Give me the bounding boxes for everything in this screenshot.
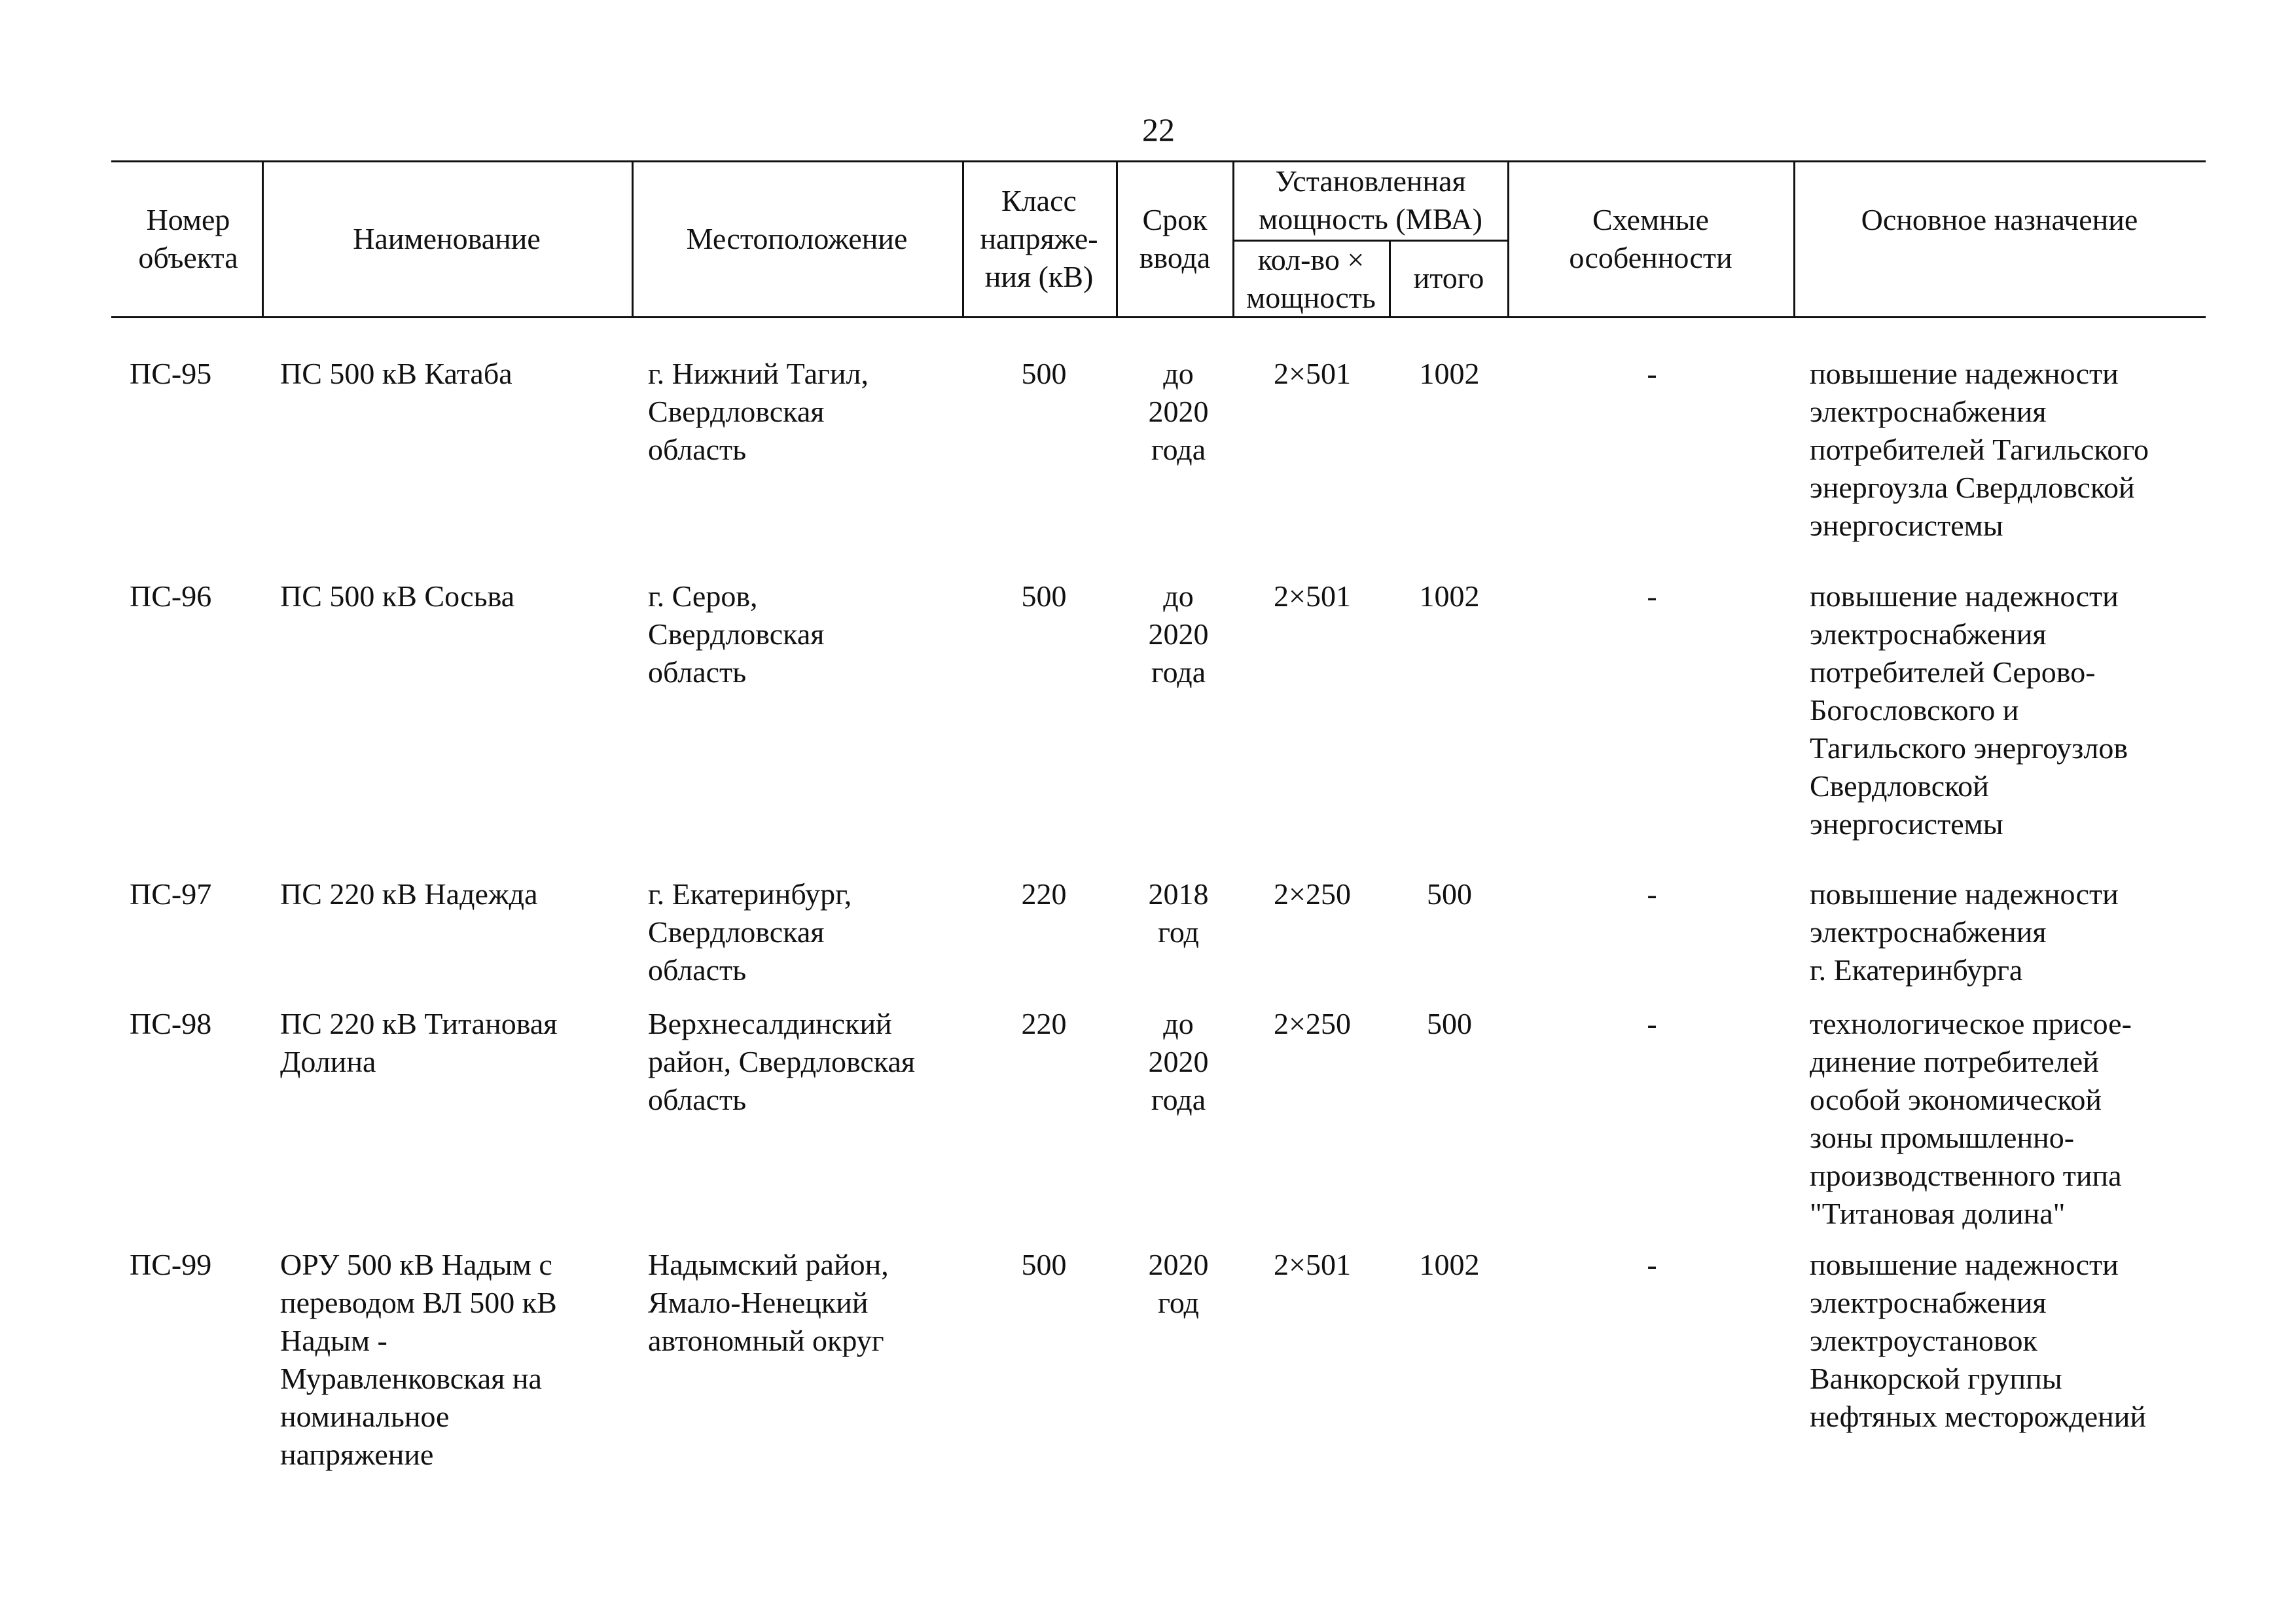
row-qty-power: 2×501 bbox=[1274, 579, 1351, 613]
row-qty-power: 2×250 bbox=[1274, 877, 1351, 911]
row-date: до 2020 года bbox=[1148, 357, 1209, 466]
row-location: Верхнесалдинский район, Свердловская область bbox=[648, 1007, 916, 1116]
row-number: ПС-99 bbox=[130, 1248, 212, 1281]
col-divider-1 bbox=[262, 160, 264, 318]
row-date: 2020 год bbox=[1148, 1248, 1209, 1319]
row-location: Надымский район, Ямало-Ненецкий автономный округ bbox=[648, 1248, 889, 1357]
col-divider-8 bbox=[1793, 160, 1795, 318]
header-scheme: Схемные особенности bbox=[1569, 203, 1732, 274]
row-purpose: повышение надежности электроснабжения потребителей Тагильского энергоузла Свердловской энергосистемы bbox=[1810, 357, 2149, 542]
row-voltage: 500 bbox=[1021, 357, 1067, 390]
header-purpose: Основное назначение bbox=[1861, 203, 2138, 236]
row-location: г. Серов, Свердловская область bbox=[648, 579, 825, 689]
header-qty-power: кол-во × мощность bbox=[1246, 243, 1376, 314]
row-qty-power: 2×501 bbox=[1274, 357, 1351, 390]
row-name: ПС 220 кВ Надежда bbox=[280, 877, 538, 911]
row-date: до 2020 года bbox=[1148, 1007, 1209, 1116]
header-date: Срок ввода bbox=[1139, 203, 1211, 274]
row-qty-power: 2×501 bbox=[1274, 1248, 1351, 1281]
header-bottom-rule bbox=[111, 316, 2206, 318]
row-date: до 2020 года bbox=[1148, 579, 1209, 689]
row-name: ПС 500 кВ Катаба bbox=[280, 357, 512, 390]
row-scheme: - bbox=[1647, 1007, 1657, 1040]
header-name: Наименование bbox=[353, 222, 541, 255]
col-divider-7 bbox=[1507, 160, 1509, 318]
row-total: 500 bbox=[1427, 877, 1472, 911]
col-divider-3 bbox=[962, 160, 964, 318]
header-number: Номер объекта bbox=[138, 203, 238, 274]
row-purpose: технологическое присое- динение потребителей особой экономической зоны промышленно- производственного типа "Титановая долина" bbox=[1810, 1007, 2132, 1230]
row-scheme: - bbox=[1647, 1248, 1657, 1281]
row-location: г. Нижний Тагил, Свердловская область bbox=[648, 357, 869, 466]
col-divider-4 bbox=[1116, 160, 1118, 318]
row-number: ПС-98 bbox=[130, 1007, 212, 1040]
header-total: итого bbox=[1413, 261, 1484, 295]
row-name: ПС 500 кВ Сосьва bbox=[280, 579, 515, 613]
page-number: 22 bbox=[1142, 111, 1175, 148]
row-purpose: повышение надежности электроснабжения г. Екатеринбурга bbox=[1810, 877, 2119, 987]
row-voltage: 500 bbox=[1021, 1248, 1067, 1281]
col-divider-2 bbox=[632, 160, 634, 318]
row-purpose: повышение надежности электроснабжения потребителей Серово- Богословского и Тагильского энергоузлов Свердловской энергосистемы bbox=[1810, 579, 2128, 841]
row-number: ПС-95 bbox=[130, 357, 212, 390]
row-scheme: - bbox=[1647, 877, 1657, 911]
row-total: 500 bbox=[1427, 1007, 1472, 1040]
col-divider-6 bbox=[1389, 240, 1391, 318]
row-voltage: 220 bbox=[1021, 877, 1067, 911]
row-total: 1002 bbox=[1419, 357, 1480, 390]
row-number: ПС-97 bbox=[130, 877, 212, 911]
row-name: ОРУ 500 кВ Надым с переводом ВЛ 500 кВ Надым - Муравленковская на номинальное напряжение bbox=[280, 1248, 557, 1471]
row-qty-power: 2×250 bbox=[1274, 1007, 1351, 1040]
row-scheme: - bbox=[1647, 579, 1657, 613]
col-divider-5 bbox=[1232, 160, 1234, 318]
row-total: 1002 bbox=[1419, 579, 1480, 613]
header-location: Местоположение bbox=[686, 222, 908, 255]
row-total: 1002 bbox=[1419, 1248, 1480, 1281]
row-scheme: - bbox=[1647, 357, 1657, 390]
row-voltage: 220 bbox=[1021, 1007, 1067, 1040]
header-top-rule bbox=[111, 160, 2206, 162]
row-date: 2018 год bbox=[1148, 877, 1209, 949]
row-purpose: повышение надежности электроснабжения электроустановок Ванкорской группы нефтяных месторождений bbox=[1810, 1248, 2146, 1433]
row-name: ПС 220 кВ Титановая Долина bbox=[280, 1007, 558, 1078]
row-location: г. Екатеринбург, Свердловская область bbox=[648, 877, 852, 987]
row-number: ПС-96 bbox=[130, 579, 212, 613]
row-voltage: 500 bbox=[1021, 579, 1067, 613]
header-voltage: Класс напряже-ния (кВ) bbox=[980, 184, 1098, 293]
header-capacity: Установленная мощность (МВА) bbox=[1259, 164, 1482, 236]
